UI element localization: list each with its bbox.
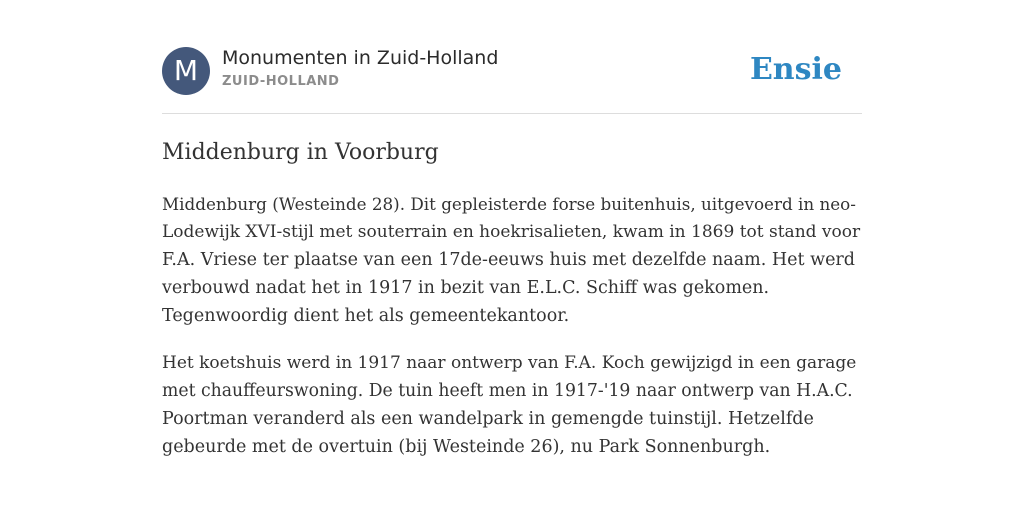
paragraph-line: Het koetshuis werd in 1917 naar ontwerp van F.A. Koch gewijzigd in een garage xyxy=(162,353,857,373)
site-title[interactable]: Monumenten in Zuid-Holland xyxy=(222,47,499,69)
paragraph-line: verbouwd nadat het in 1917 in bezit van E.L.C. Schiff was gekomen. xyxy=(162,278,770,298)
paragraph-line: Poortman veranderd als een wandelpark in gemengde tuinstijl. Hetzelfde xyxy=(162,409,814,429)
avatar[interactable]: M xyxy=(162,47,210,95)
paragraph-line: Middenburg (Westeinde 28). Dit gepleisterde forse buitenhuis, uitgevoerd in neo- xyxy=(162,194,856,214)
article-title: Middenburg in Voorburg xyxy=(162,140,439,165)
paragraph-line: Lodewijk XVI-stijl met souterrain en hoekrisalieten, kwam in 1869 tot stand voor xyxy=(162,222,861,242)
header-divider xyxy=(162,113,862,114)
article-body xyxy=(162,190,862,461)
paragraph-line: gebeurde met de overtuin (bij Westeinde 26), nu Park Sonnenburgh. xyxy=(162,437,771,457)
site-subtitle[interactable]: ZUID-HOLLAND xyxy=(222,74,340,89)
paragraph-2 xyxy=(162,349,862,461)
brand-logo[interactable]: Ensie xyxy=(749,52,842,87)
paragraph-1 xyxy=(162,190,862,330)
paragraph-line: F.A. Vriese ter plaatse van een 17de-eeuws huis met dezelfde naam. Het werd xyxy=(162,250,855,270)
site-header xyxy=(162,46,862,96)
paragraph-line: Tegenwoordig dient het als gemeentekantoor. xyxy=(162,306,570,326)
paragraph-line: met chauffeurswoning. De tuin heeft men in 1917-'19 naar ontwerp van H.A.C. xyxy=(162,381,853,401)
